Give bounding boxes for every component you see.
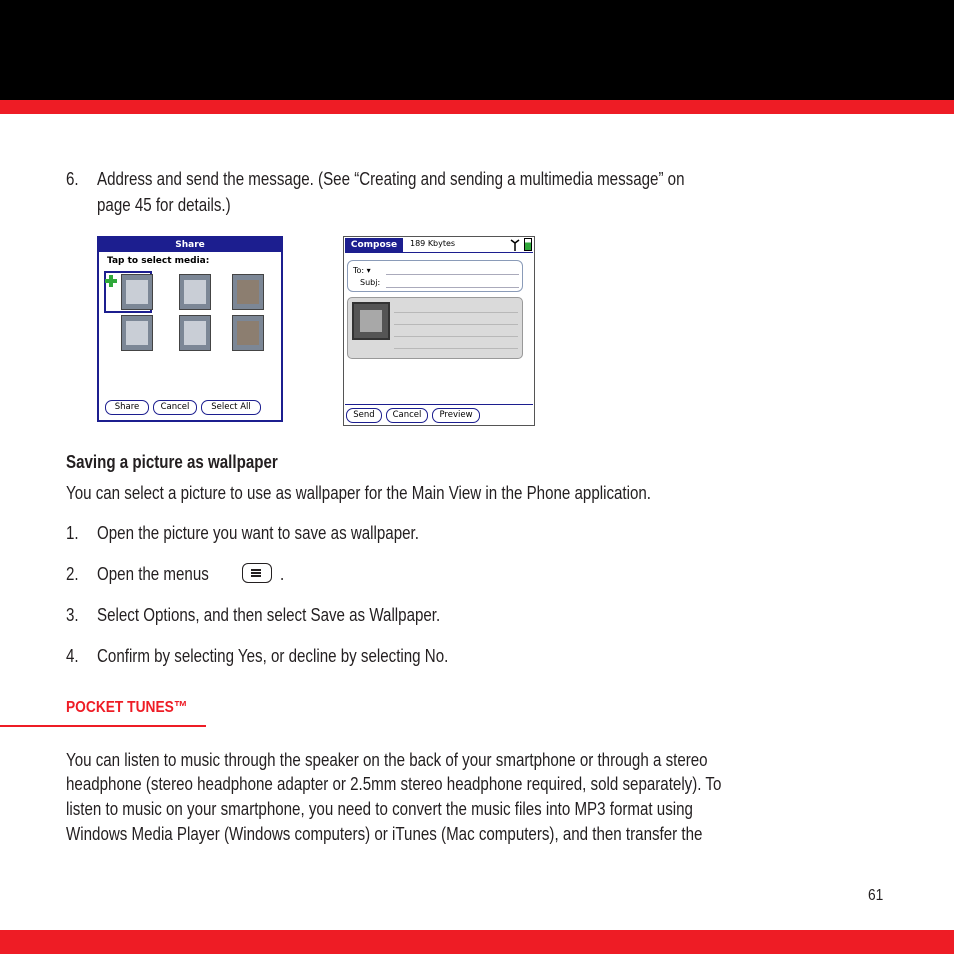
menu-key-icon [242,563,272,583]
step-suffix: . [280,564,285,584]
wallpaper-intro: You can select a picture to use as wallpaper for the Main View in the Phone application. [66,483,652,503]
preview-button[interactable]: Preview [432,408,480,423]
section-rule [0,725,206,727]
select-all-button[interactable]: Select All [201,400,261,415]
media-thumbnail[interactable] [121,315,153,351]
media-thumbnail[interactable] [232,315,264,351]
body-line: headphone (stereo headphone adapter or 2.5mm stereo headphone required, sold separately). To [66,774,722,794]
send-button[interactable]: Send [346,408,382,423]
to-field[interactable] [386,274,519,275]
button-bar-rule [345,404,533,405]
to-label[interactable]: To: ▾ [353,266,371,275]
wallpaper-heading: Saving a picture as wallpaper [66,452,278,472]
step-6-text-line2: page 45 for details.) [97,195,231,215]
page-number: 61 [868,887,884,904]
step-text: Open the menus [97,564,209,584]
step-number: 1. [66,523,79,543]
step-text: Confirm by selecting Yes, or decline by selecting No. [97,646,449,666]
header-red-stripe [0,100,954,114]
share-screenshot [97,236,283,422]
text-line [394,324,518,325]
message-size: 189 Kbytes [410,239,456,248]
body-line: Windows Media Player (Windows computers) or iTunes (Mac computers), and then transfer the [66,824,703,844]
footer-red-stripe [0,930,954,954]
step-number: 3. [66,605,79,625]
section-title: POCKET TUNES™ [66,699,188,716]
header-band [0,0,954,100]
attached-media-thumbnail[interactable] [352,302,390,340]
media-thumbnail[interactable] [179,274,211,310]
subject-field[interactable] [386,287,519,288]
step-number: 4. [66,646,79,666]
cancel-button[interactable]: Cancel [153,400,197,415]
battery-icon [524,238,532,251]
title-rule [345,252,533,253]
body-line: You can listen to music through the speaker on the back of your smartphone or through a stereo [66,750,708,770]
text-line [394,336,518,337]
media-thumbnail[interactable] [179,315,211,351]
body-line: listen to music on your smartphone, you need to convert the music files into MP3 format using [66,799,693,819]
step-text: Open the picture you want to save as wallpaper. [97,523,419,543]
compose-title-bar: Compose [345,238,403,252]
media-thumbnail[interactable] [121,274,153,310]
media-thumbnail[interactable] [232,274,264,310]
share-prompt: Tap to select media: [107,256,210,266]
step-6-text-line1: Address and send the message. (See “Creating and sending a multimedia message” on [97,169,685,189]
text-line [394,348,518,349]
cancel-button[interactable]: Cancel [386,408,428,423]
step-number: 2. [66,564,79,584]
subject-label: Subj: [360,278,381,287]
text-line [394,312,518,313]
antenna-icon [510,239,520,251]
step-6-number: 6. [66,169,79,189]
plus-icon [105,275,117,287]
compose-screenshot [343,236,535,426]
share-button[interactable]: Share [105,400,149,415]
share-title-bar: Share [99,238,281,252]
step-text: Select Options, and then select Save as Wallpaper. [97,605,441,625]
